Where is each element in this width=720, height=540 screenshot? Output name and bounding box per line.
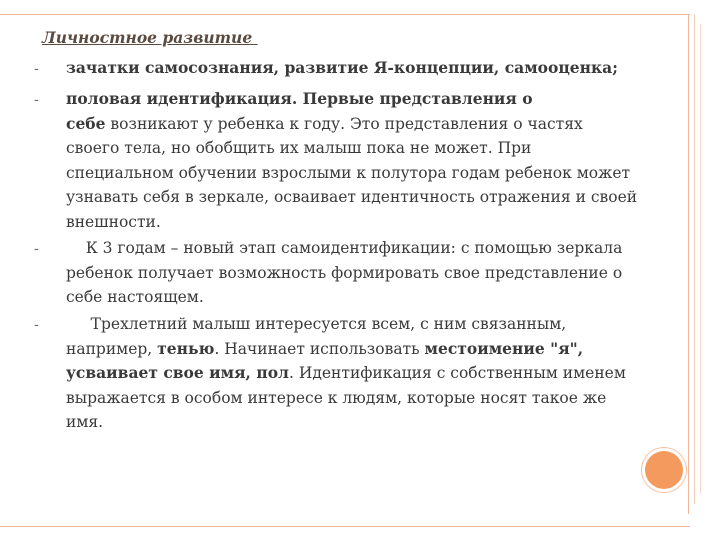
paragraph-line: половая идентификация. Первые представления о xyxy=(66,89,533,108)
paragraph-line xyxy=(66,337,666,362)
paragraph-line: своего тела, но обобщить их малыш пока не может. При xyxy=(66,139,532,157)
paragraph-line: узнавать себя в зеркале, осваивает идентичность отражения и своей xyxy=(66,188,638,206)
paragraph-3 xyxy=(66,236,666,310)
paragraph-line: зачатки самосознания, развитие Я-концепции, самооценка; xyxy=(66,58,618,77)
paragraph-line xyxy=(66,361,666,386)
text-run: . Начинает использовать xyxy=(214,339,425,358)
paragraph-line: Трехлетний малыш интересуется всем, с ним связанным, xyxy=(66,315,567,333)
bold-term: усваивает свое имя, пол xyxy=(66,363,289,382)
decorative-circle xyxy=(645,451,683,489)
text-run: . Идентификация с собственным именем xyxy=(288,364,626,382)
slide-title: Личностное развитие xyxy=(42,28,258,47)
bullet-dash: - xyxy=(34,92,39,108)
bold-term: местоимение "я", xyxy=(424,338,584,358)
paragraph-4 xyxy=(66,312,666,435)
frame-bottom-line xyxy=(0,526,690,527)
frame-right-line-3 xyxy=(700,24,701,494)
frame-right-line xyxy=(688,14,689,514)
paragraph-2 xyxy=(66,87,666,234)
paragraph-line: К 3 годам – новый этап самоидентификации: с помощью зеркала xyxy=(66,239,623,257)
text-run: возникают у ребенка к году. Это представления о частях xyxy=(105,114,583,133)
bullet-dash: - xyxy=(34,317,39,333)
text-run: например, xyxy=(66,339,158,358)
paragraph-1 xyxy=(66,56,666,81)
paragraph-line: ребенок получает возможность формировать свое представление о xyxy=(66,263,623,282)
bold-term: тенью xyxy=(157,338,215,358)
frame-right-line-2 xyxy=(694,14,695,504)
bold-term: себе xyxy=(66,113,106,133)
paragraph-line: себе настоящем. xyxy=(66,288,204,306)
bullet-dash: - xyxy=(34,61,39,77)
bullet-dash: - xyxy=(34,241,39,257)
paragraph-line: выражается в особом интересе к людям, которые носят такое же xyxy=(66,388,607,407)
paragraph-line: имя. xyxy=(66,413,104,431)
frame-top-line xyxy=(0,14,690,15)
paragraph-line: внешности. xyxy=(66,212,161,231)
paragraph-line xyxy=(66,112,666,137)
paragraph-line: специальном обучении взрослыми к полутора годам ребенок может xyxy=(66,163,631,182)
